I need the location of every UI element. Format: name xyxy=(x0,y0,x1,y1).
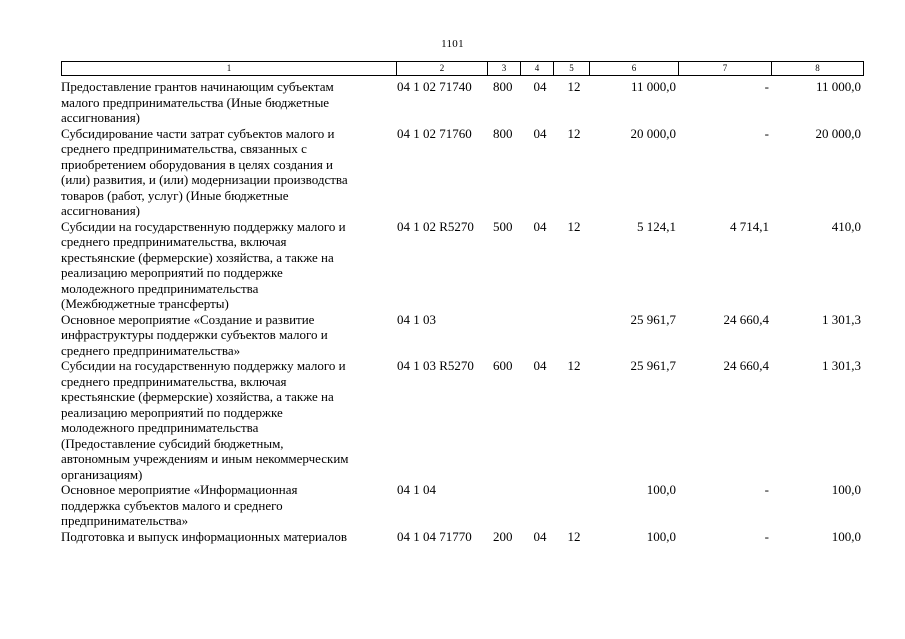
table-row xyxy=(61,529,863,545)
cell-pr: 12 xyxy=(567,79,581,94)
cell-col7: - xyxy=(764,79,769,94)
cell-vr: 200 xyxy=(493,528,513,544)
cell-col8: 11 000,0 xyxy=(815,79,861,94)
cell-rz xyxy=(523,482,557,529)
table-row xyxy=(61,79,863,126)
cell-rz: 04 xyxy=(533,528,547,544)
cell-pr: 12 xyxy=(567,125,581,141)
header-col-5: 5 xyxy=(554,62,590,75)
cell-total: 100,0 xyxy=(646,528,676,544)
cell-csr: 04 1 04 xyxy=(397,482,436,497)
cell-col8: 410,0 xyxy=(831,218,861,234)
cell-total: 100,0 xyxy=(646,482,676,497)
cell-pr: 12 xyxy=(567,358,581,373)
cell-total: 25 961,7 xyxy=(630,358,676,373)
cell-col7: 24 660,4 xyxy=(723,311,769,327)
cell-csr: 04 1 03 xyxy=(397,311,436,327)
cell-pr xyxy=(557,482,591,529)
cell-col8: 100,0 xyxy=(831,482,861,497)
cell-csr: 04 1 04 71770 xyxy=(397,528,472,544)
cell-col8: 100,0 xyxy=(831,528,861,544)
cell-name: Основное мероприятие «Информационная поддержка субъектов малого и среднего предпринимательства» xyxy=(61,482,298,528)
cell-col7: - xyxy=(764,125,769,141)
header-col-8: 8 xyxy=(772,62,864,75)
table-row xyxy=(61,219,863,312)
header-col-2: 2 xyxy=(397,62,488,75)
header-col-6: 6 xyxy=(590,62,679,75)
table-row xyxy=(61,482,863,529)
cell-vr xyxy=(493,312,523,359)
cell-total: 25 961,7 xyxy=(630,311,676,327)
cell-pr xyxy=(557,312,591,359)
page-number: 1101 xyxy=(441,38,464,50)
header-col-3: 3 xyxy=(488,62,521,75)
cell-vr: 800 xyxy=(493,79,513,94)
cell-col8: 1 301,3 xyxy=(822,311,861,327)
cell-col8: 20 000,0 xyxy=(815,125,861,141)
cell-col7: 4 714,1 xyxy=(730,218,769,234)
table-body xyxy=(61,79,863,544)
table-row xyxy=(61,126,863,219)
table-header xyxy=(61,61,864,76)
cell-name: Основное мероприятие «Создание и развитие инфраструктуры поддержки субъектов малого и среднего предпринимательства» xyxy=(61,311,328,358)
cell-col7: - xyxy=(764,482,769,497)
cell-total: 11 000,0 xyxy=(630,79,676,94)
cell-vr: 500 xyxy=(493,218,513,234)
cell-csr: 04 1 02 71740 xyxy=(397,79,472,94)
table-row xyxy=(61,358,863,482)
cell-csr: 04 1 02 71760 xyxy=(397,125,472,141)
header-col-4: 4 xyxy=(521,62,554,75)
cell-vr: 600 xyxy=(493,358,513,373)
cell-name: Субсидии на государственную поддержку малого и среднего предпринимательства, включая крестьянские (фермерские) хозяйства, а также на реализацию мероприятий по поддержке молодежного предпринимательства (Межбюджетные трансферты) xyxy=(61,218,346,311)
table-row xyxy=(61,312,863,359)
header-col-1: 1 xyxy=(62,62,397,75)
cell-name: Предоставление грантов начинающим субъектам малого предпринимательства (Иные бюджетные ассигнования) xyxy=(61,79,334,125)
cell-name: Подготовка и выпуск информационных материалов xyxy=(61,528,347,544)
cell-rz: 04 xyxy=(533,79,547,94)
cell-col7: 24 660,4 xyxy=(723,358,769,373)
cell-rz: 04 xyxy=(533,218,547,234)
cell-total: 5 124,1 xyxy=(637,218,676,234)
header-col-7: 7 xyxy=(679,62,772,75)
cell-pr: 12 xyxy=(567,218,581,234)
cell-name: Субсидирование части затрат субъектов малого и среднего предпринимательства, связанных с приобретением оборудования в целях создания и (или) развития, и (или) модернизации производства товаров (работ, услуг) (Иные бюджетные ассигнования) xyxy=(61,125,348,218)
cell-col7: - xyxy=(764,528,769,544)
cell-pr: 12 xyxy=(567,528,581,544)
cell-vr: 800 xyxy=(493,125,513,141)
cell-rz: 04 xyxy=(533,125,547,141)
cell-name: Субсидии на государственную поддержку малого и среднего предпринимательства, включая крестьянские (фермерские) хозяйства, а также на реализацию мероприятий по поддержке молодежного предпринимательства (Предоставление субсидий бюджетным, автономным учреждениям и иным некоммерческим организациям) xyxy=(61,358,349,482)
cell-rz: 04 xyxy=(533,358,547,373)
cell-csr: 04 1 02 R5270 xyxy=(397,218,474,234)
cell-total: 20 000,0 xyxy=(630,125,676,141)
cell-csr: 04 1 03 R5270 xyxy=(397,358,474,373)
cell-col8: 1 301,3 xyxy=(822,358,861,373)
cell-vr xyxy=(493,482,523,529)
cell-rz xyxy=(523,312,557,359)
